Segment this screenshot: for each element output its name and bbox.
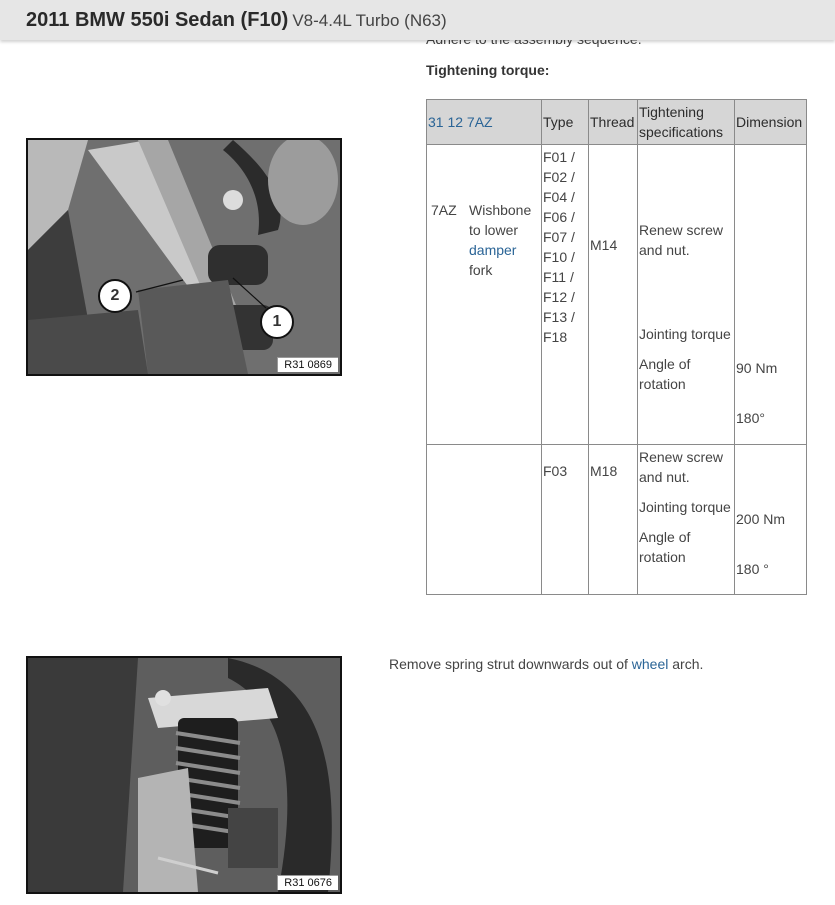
- spring-strut-photo: [28, 658, 340, 892]
- row2-code-cell: [427, 445, 542, 595]
- wishbone-photo: [28, 140, 340, 374]
- header-code[interactable]: 31 12 7AZ: [427, 100, 542, 145]
- engine-subtitle: V8-4.4L Turbo (N63): [292, 11, 447, 30]
- row2-spec: Renew screw and nut. Jointing torque Angle of rotation: [638, 445, 735, 595]
- page-header: [0, 0, 835, 40]
- row1-code-cell: [427, 145, 542, 445]
- figure-spring-strut: [26, 656, 342, 894]
- torque-spec-table: [426, 99, 807, 595]
- callout-2: 2: [98, 279, 132, 313]
- row2-thread: M18: [589, 445, 638, 595]
- row1-spec: Renew screw and nut. Jointing torque Angle of rotation: [638, 145, 735, 445]
- step-instruction: Remove spring strut downwards out of wheel arch.: [389, 656, 704, 672]
- row1-code: 7AZ: [431, 202, 457, 218]
- row2-type: F03: [542, 445, 589, 595]
- tightening-torque-label: Tightening torque:: [426, 62, 550, 78]
- row1-dimension: 90 Nm 180°: [735, 145, 807, 445]
- row1-description: Wishbone to lower damper fork: [469, 202, 532, 278]
- figure-label: R31 0869: [277, 357, 338, 372]
- wheel-link[interactable]: wheel: [631, 656, 669, 672]
- row1-thread: M14: [589, 145, 638, 445]
- row1-type: F01 / F02 / F04 / F06 / F07 / F10 / F11 / F12 / F13 / F18: [542, 145, 589, 445]
- damper-link[interactable]: damper: [469, 242, 517, 258]
- header-dimension: Dimension: [735, 100, 807, 145]
- callout-1: 1: [260, 305, 294, 339]
- row2-dimension: 200 Nm 180 °: [735, 445, 807, 595]
- vehicle-title: 2011 BMW 550i Sedan (F10) V8-4.4L Turbo (N63): [26, 9, 447, 31]
- figure-label: R31 0676: [277, 875, 338, 890]
- figure-wishbone: [26, 138, 342, 376]
- header-thread: Thread: [589, 100, 638, 145]
- header-type: Type: [542, 100, 589, 145]
- header-spec: Tightening specifications: [638, 100, 735, 145]
